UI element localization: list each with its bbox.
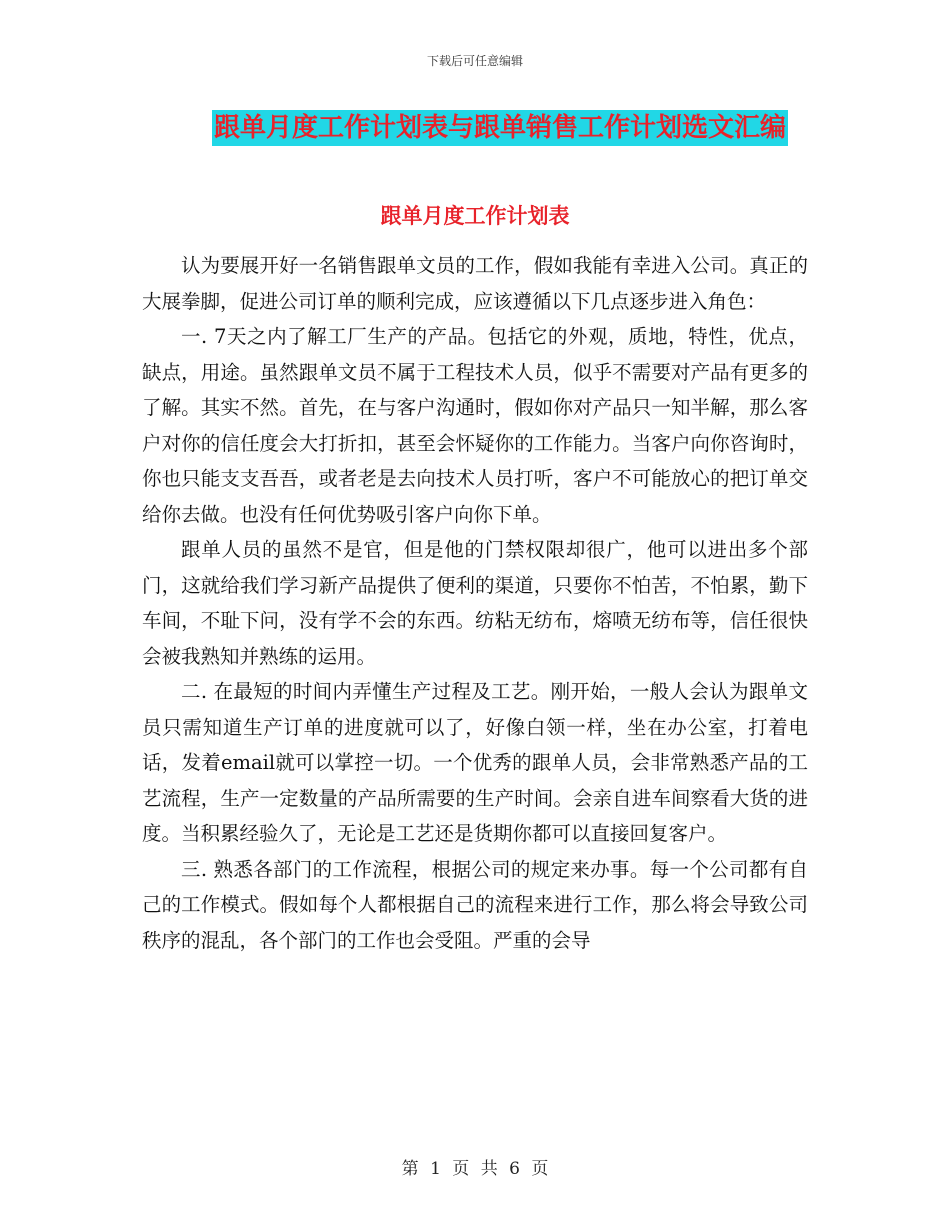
document-title: 跟单月度工作计划表与跟单销售工作计划选文汇编 [212,110,788,146]
page-footer: 第 1 页 共 6 页 [401,1159,549,1179]
paragraph-access: 跟单人员的虽然不是官，但是他的门禁权限却很广，他可以进出多个部门，这就给我们学习新产品提供了便利的渠道，只要你不怕苦，不怕累，勤下车间，不耻下问，没有学不会的东西。纺粘无纺布，熔喷无纺布等，信任很快会被我熟知并熟练的运用。 [142,538,808,668]
document-body [142,248,808,958]
document-title-container [0,110,950,146]
paragraph-point-two: 二. 在最短的时间内弄懂生产过程及工艺。刚开始，一般人会认为跟单文员只需知道生产订单的进度就可以了，好像白领一样，坐在办公室，打着电话，发着email就可以掌控一切。一个优秀的跟单人员，会非常熟悉产品的工艺流程，生产一定数量的产品所需要的生产时间。会亲自进车间察看大货的进度。当积累经验久了，无论是工艺还是货期你都可以直接回复客户。 [142,680,808,845]
paragraph-point-one: 一. 7天之内了解工厂生产的产品。包括它的外观，质地，特性，优点，缺点，用途。虽然跟单文员不属于工程技术人员，似乎不需要对产品有更多的了解。其实不然。首先，在与客户沟通时，假如你对产品只一知半解，那么客户对你的信任度会大打折扣，甚至会怀疑你的工作能力。当客户向你咨询时，你也只能支支吾吾，或者老是去向技术人员打听，客户不可能放心的把订单交给你去做。也没有任何优势吸引客户向你下单。 [142,325,808,526]
page-header-note: 下载后可任意编辑 [426,54,523,68]
paragraph-intro: 认为要展开好一名销售跟单文员的工作，假如我能有幸进入公司。真正的大展拳脚，促进公司订单的顺利完成，应该遵循以下几点逐步进入角色： [142,254,808,313]
paragraph-point-three: 三. 熟悉各部门的工作流程，根据公司的规定来办事。每一个公司都有自己的工作模式。假如每个人都根据自己的流程来进行工作，那么将会导致公司秩序的混乱，各个部门的工作也会受阻。严重的会导 [142,857,808,952]
section-title: 跟单月度工作计划表 [380,204,570,228]
